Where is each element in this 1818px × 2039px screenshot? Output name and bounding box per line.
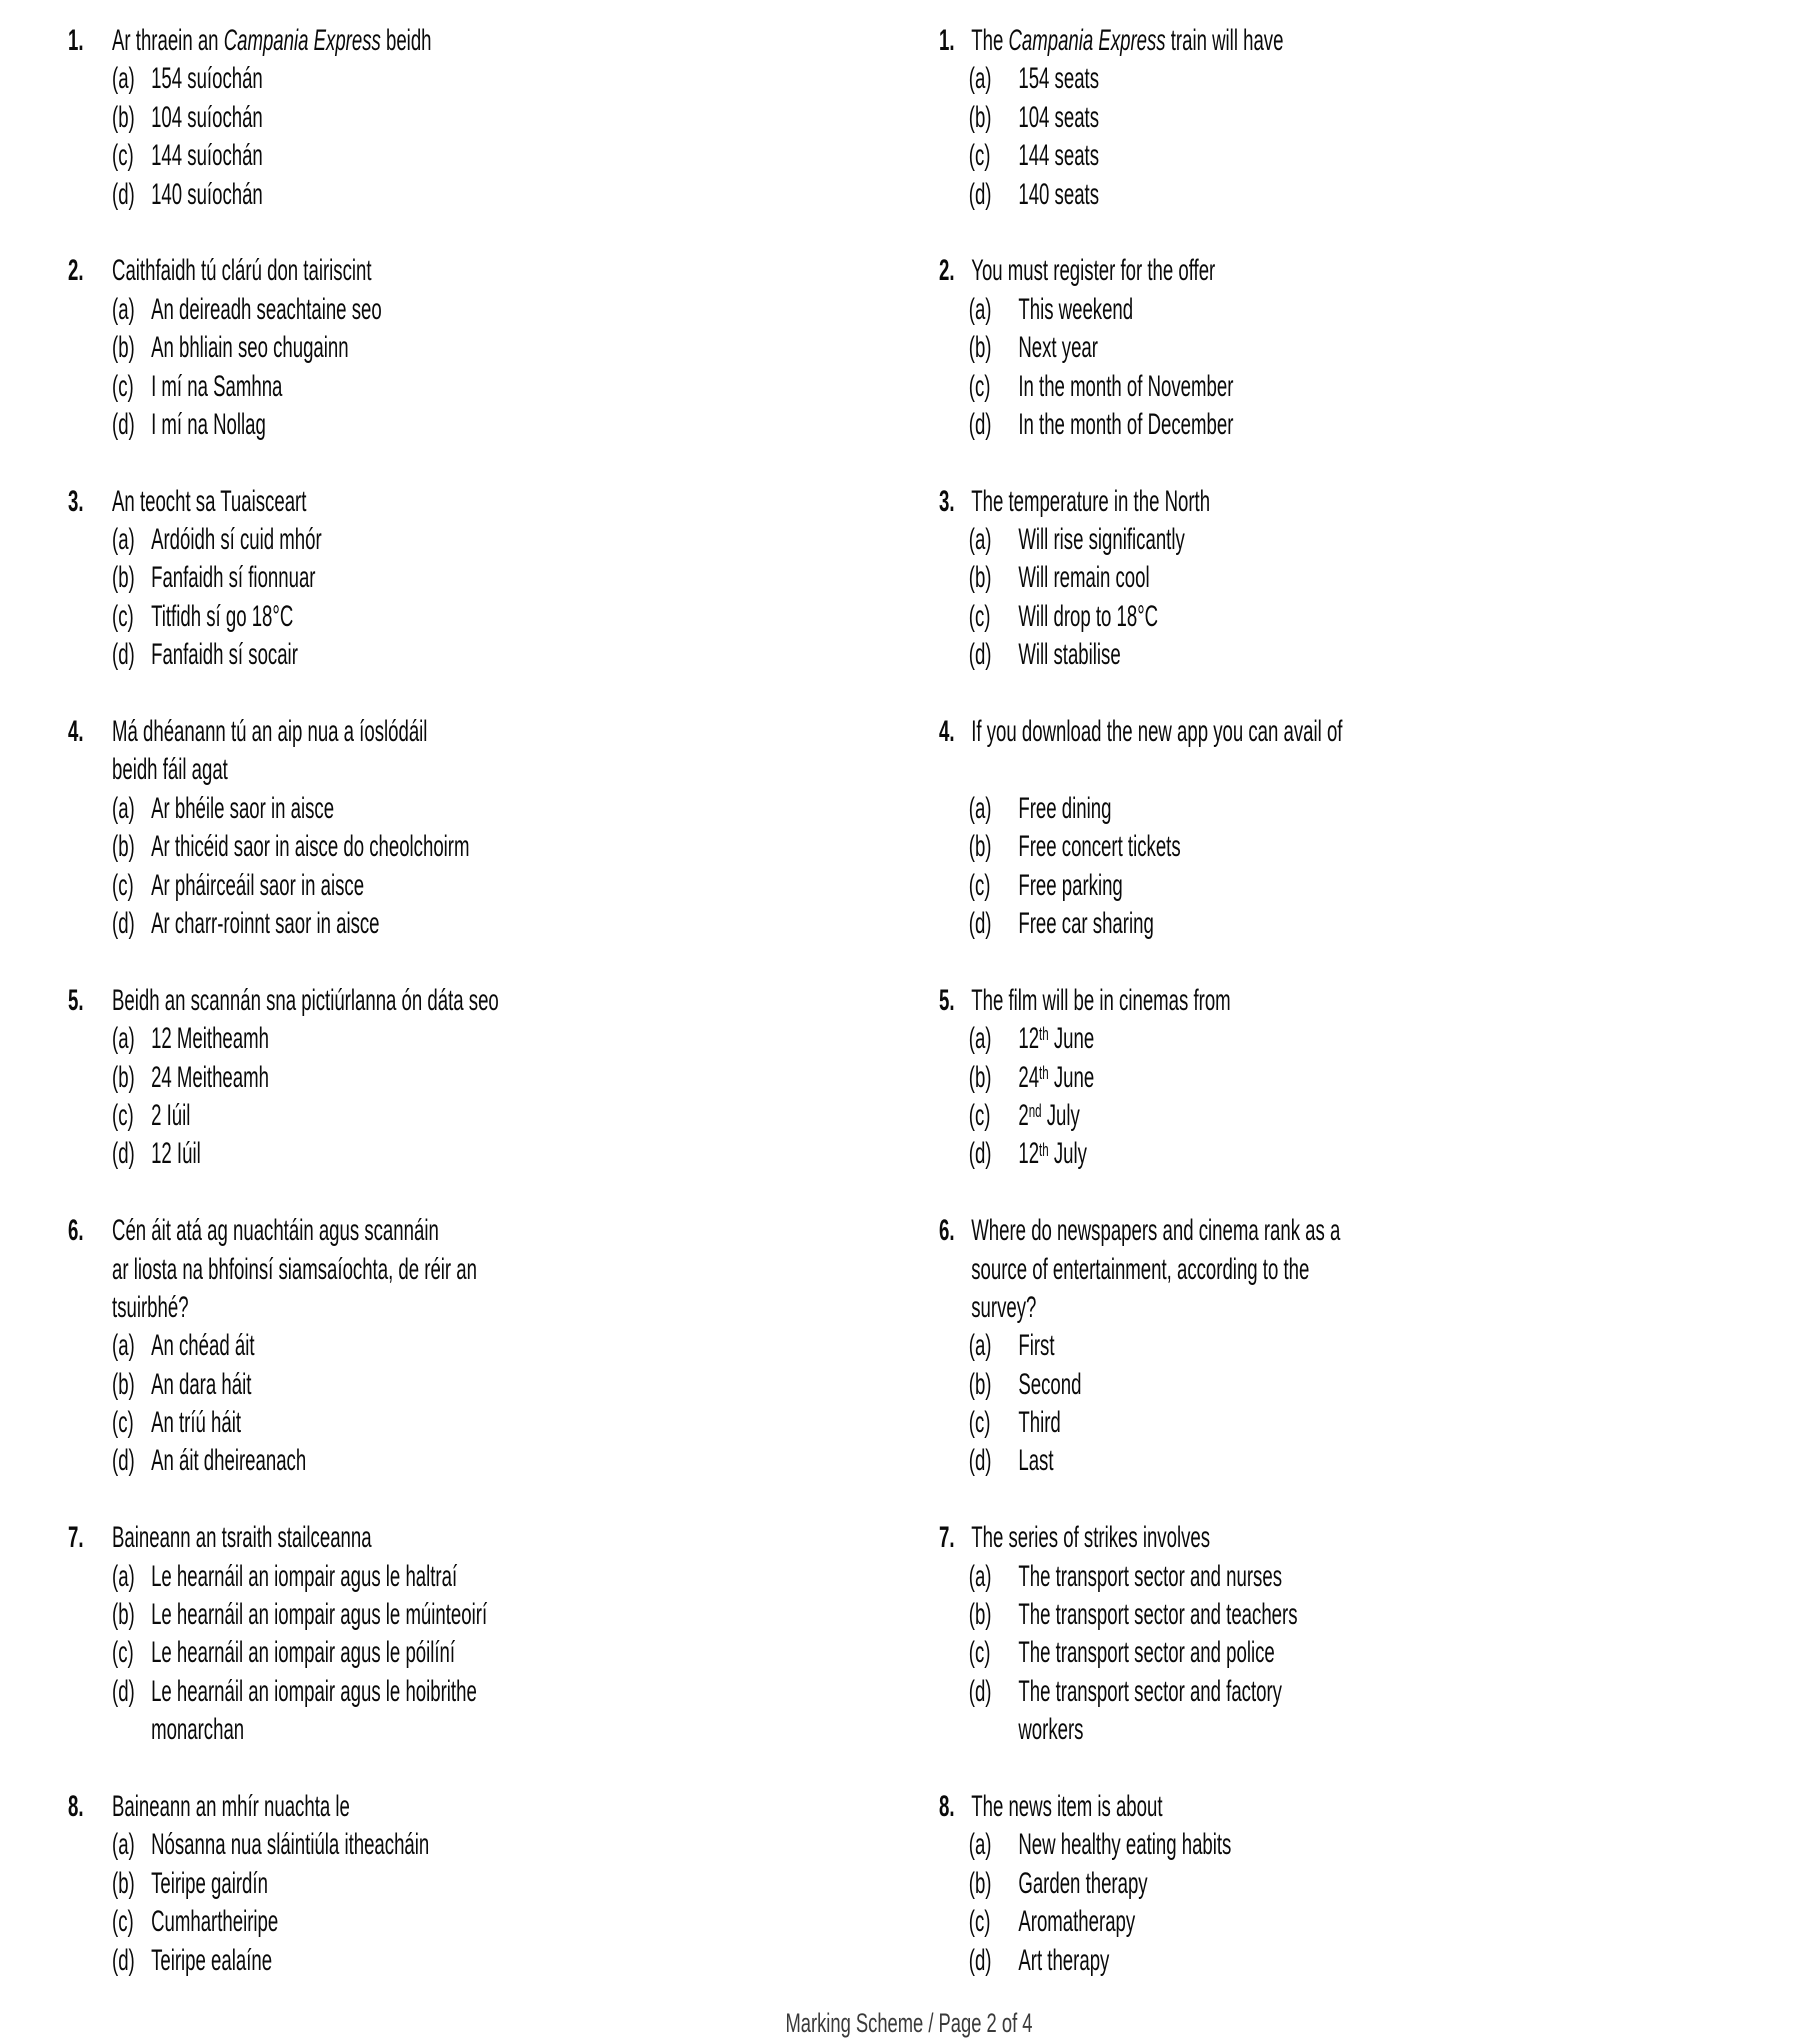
question-column-english <box>939 22 1342 2018</box>
question-head <box>68 22 499 60</box>
option-row <box>969 1942 1343 1980</box>
option-text: Garden therapy <box>1018 1866 1148 1900</box>
option-row <box>969 1020 1343 1058</box>
option-text: 24 Meitheamh <box>151 1060 269 1094</box>
option-letter: (a) <box>112 1828 135 1862</box>
option-text: An tríú háit <box>151 1406 242 1440</box>
question-number: 3. <box>939 484 955 518</box>
option-text: 140 suíochán <box>151 177 263 211</box>
option-row <box>112 905 499 943</box>
question-head <box>939 1788 1342 1826</box>
option-text: Le hearnáil an iompair agus le póilíní <box>151 1636 456 1670</box>
question-number: 6. <box>939 1214 955 1248</box>
question-text: Beidh an scannán sna pictiúrlanna ón dáta seo <box>112 983 499 1017</box>
question-block <box>68 22 499 214</box>
option-text: Titfidh sí go 18°C <box>151 599 294 633</box>
question-head <box>939 483 1342 521</box>
question-head <box>939 1212 1342 1250</box>
option-text: Ar thicéid saor in aisce do cheolchoirm <box>151 830 470 864</box>
superscript-text: th <box>1039 1138 1049 1160</box>
option-row <box>969 329 1343 367</box>
option-row <box>112 1865 499 1903</box>
option-letter: (d) <box>112 177 135 211</box>
option-text: Free parking <box>1018 868 1123 902</box>
option-letter: (a) <box>112 1559 135 1593</box>
option-letter: (d) <box>112 638 135 672</box>
option-text: 104 seats <box>1018 100 1100 134</box>
option-letter: (a) <box>112 292 135 326</box>
option-row <box>969 1442 1343 1480</box>
option-row <box>112 828 499 866</box>
option-letter: (a) <box>968 1022 992 1056</box>
option-text-line: workers <box>1018 1713 1084 1747</box>
question-head <box>68 713 499 751</box>
option-letter: (c) <box>968 139 991 173</box>
question-block <box>939 982 1342 1174</box>
question-text: You must register for the offer <box>971 254 1216 288</box>
question-text: An teocht sa Tuaisceart <box>112 484 307 518</box>
option-text: The transport sector and teachers <box>1018 1598 1298 1632</box>
question-number: 7. <box>939 1521 955 1555</box>
option-row <box>112 99 499 137</box>
option-row <box>969 1059 1343 1097</box>
option-letter: (d) <box>968 1137 992 1171</box>
option-letter: (c) <box>112 369 134 403</box>
option-row <box>969 1327 1343 1365</box>
option-row <box>112 329 499 367</box>
question-text: Caithfaidh tú clárú don tairiscint <box>112 254 372 288</box>
option-row <box>969 905 1343 943</box>
option-letter: (b) <box>112 561 135 595</box>
option-letter: (d) <box>968 1943 992 1977</box>
option-letter: (a) <box>112 523 135 557</box>
option-row <box>112 1059 499 1097</box>
option-text: 144 suíochán <box>151 139 263 173</box>
option-text: 12 Iúil <box>151 1137 201 1171</box>
question-text: Má dhéanann tú an aip nua a íoslódáil <box>112 715 428 749</box>
option-letter: (b) <box>968 331 992 365</box>
option-row <box>112 1020 499 1058</box>
question-head <box>68 483 499 521</box>
question-block <box>68 483 499 675</box>
option-row <box>969 291 1343 329</box>
option-text: Cumhartheiripe <box>151 1905 279 1939</box>
question-head <box>68 252 499 290</box>
option-text: 12 Meitheamh <box>151 1022 269 1056</box>
question-head <box>939 982 1342 1020</box>
option-letter: (b) <box>112 1367 135 1401</box>
option-text: In the month of December <box>1018 407 1234 441</box>
option-letter: (d) <box>968 407 992 441</box>
option-text: An deireadh seachtaine seo <box>151 292 382 326</box>
option-letter: (c) <box>968 369 991 403</box>
option-letter: (d) <box>968 177 992 211</box>
option-letter: (d) <box>112 906 135 940</box>
option-text: Next year <box>1018 331 1098 365</box>
option-row <box>969 368 1343 406</box>
option-row <box>969 99 1343 137</box>
question-block <box>68 1788 499 1980</box>
option-letter: (b) <box>112 100 135 134</box>
option-row <box>112 1558 499 1596</box>
option-text: Le hearnáil an iompair agus le hoibrithe <box>151 1674 477 1708</box>
option-row <box>112 1942 499 1980</box>
option-text: 12th July <box>1018 1137 1087 1171</box>
option-text-line: monarchan <box>151 1713 245 1747</box>
question-number: 5. <box>939 983 955 1017</box>
question-text: Baineann an tsraith stailceanna <box>112 1521 372 1555</box>
option-row <box>112 598 499 636</box>
option-text: 24th June <box>1018 1060 1095 1094</box>
question-number: 8. <box>939 1789 955 1823</box>
option-text: Free dining <box>1018 791 1112 825</box>
option-row <box>112 291 499 329</box>
question-block <box>939 22 1342 214</box>
question-number: 4. <box>68 715 84 749</box>
option-letter: (c) <box>112 1406 134 1440</box>
option-letter: (d) <box>112 1674 135 1708</box>
option-text: Second <box>1018 1367 1082 1401</box>
option-letter: (b) <box>968 1060 992 1094</box>
option-row <box>969 867 1343 905</box>
option-text: Free car sharing <box>1018 906 1154 940</box>
option-row <box>112 1903 499 1941</box>
question-head <box>939 1519 1342 1557</box>
option-text: 140 seats <box>1018 177 1100 211</box>
option-row <box>112 368 499 406</box>
option-letter: (c) <box>112 1098 134 1132</box>
italic-text: Campania Express <box>1008 24 1166 57</box>
option-letter: (a) <box>968 1329 992 1363</box>
question-text-line: survey? <box>971 1290 1037 1324</box>
option-letter: (c) <box>112 868 134 902</box>
option-text: Le hearnáil an iompair agus le múinteoirí <box>151 1598 488 1632</box>
question-number: 1. <box>68 24 84 57</box>
superscript-text: th <box>1039 1061 1049 1083</box>
option-row <box>969 1097 1343 1135</box>
option-text: Last <box>1018 1444 1054 1478</box>
question-block <box>68 982 499 1174</box>
question-number: 4. <box>939 715 955 749</box>
option-text: Art therapy <box>1018 1943 1110 1977</box>
option-text: The transport sector and nurses <box>1018 1559 1282 1593</box>
option-row <box>112 406 499 444</box>
question-number: 8. <box>68 1789 84 1823</box>
question-block <box>939 252 1342 444</box>
option-letter: (c) <box>112 1905 134 1939</box>
question-block <box>939 1519 1342 1749</box>
option-letter: (b) <box>112 1060 135 1094</box>
option-letter: (a) <box>968 292 992 326</box>
option-letter: (b) <box>968 1598 992 1632</box>
option-row <box>969 559 1343 597</box>
question-number: 3. <box>68 484 84 518</box>
option-letter: (d) <box>968 1674 992 1708</box>
option-text: 104 suíochán <box>151 100 263 134</box>
option-letter: (c) <box>968 599 991 633</box>
option-letter: (a) <box>112 791 135 825</box>
option-row <box>969 598 1343 636</box>
option-letter: (a) <box>112 62 135 96</box>
option-letter: (c) <box>968 1406 991 1440</box>
question-number: 2. <box>68 254 84 288</box>
option-row <box>969 60 1343 98</box>
option-text: Fanfaidh sí fionnuar <box>151 561 316 595</box>
option-text: 154 seats <box>1018 62 1100 96</box>
option-letter: (c) <box>112 139 134 173</box>
question-number: 1. <box>939 24 955 57</box>
question-text: Baineann an mhír nuachta le <box>112 1789 350 1823</box>
option-letter: (a) <box>968 62 992 96</box>
option-row <box>969 1903 1343 1941</box>
option-text: This weekend <box>1018 292 1134 326</box>
option-row <box>112 137 499 175</box>
option-letter: (a) <box>968 791 992 825</box>
option-letter: (c) <box>968 1905 991 1939</box>
option-row <box>112 1673 499 1711</box>
question-block <box>939 713 1342 943</box>
option-text: Le hearnáil an iompair agus le haltraí <box>151 1559 458 1593</box>
option-letter: (b) <box>968 561 992 595</box>
option-text: I mí na Samhna <box>151 369 283 403</box>
question-block <box>68 713 499 943</box>
option-row <box>112 1097 499 1135</box>
option-letter: (d) <box>112 1943 135 1977</box>
option-text: An dara háit <box>151 1367 252 1401</box>
option-letter: (a) <box>968 523 992 557</box>
question-number: 5. <box>68 983 84 1017</box>
option-row <box>112 867 499 905</box>
question-number: 7. <box>68 1521 84 1555</box>
question-head <box>68 1519 499 1557</box>
question-block <box>68 252 499 444</box>
question-block <box>939 1788 1342 1980</box>
option-row <box>969 790 1343 828</box>
option-letter: (b) <box>968 1866 992 1900</box>
option-text: Teiripe gairdín <box>151 1866 268 1900</box>
option-letter: (d) <box>968 638 992 672</box>
option-letter: (c) <box>112 599 134 633</box>
question-block <box>939 483 1342 675</box>
option-letter: (d) <box>968 1444 992 1478</box>
italic-text: Campania Express <box>223 24 381 57</box>
question-text-line: tsuirbhé? <box>112 1290 189 1324</box>
option-text: Teiripe ealaíne <box>151 1943 273 1977</box>
option-row <box>969 176 1343 214</box>
question-text: Where do newspapers and cinema rank as a <box>971 1214 1341 1248</box>
option-text: I mí na Nollag <box>151 407 266 441</box>
option-row <box>112 176 499 214</box>
option-row <box>969 521 1343 559</box>
question-text: The film will be in cinemas from <box>971 983 1231 1017</box>
option-text: 144 seats <box>1018 139 1100 173</box>
option-text: The transport sector and police <box>1018 1636 1275 1670</box>
option-row <box>112 559 499 597</box>
option-text: Fanfaidh sí socair <box>151 638 298 672</box>
option-letter: (a) <box>968 1828 992 1862</box>
option-text: An chéad áit <box>151 1329 255 1363</box>
superscript-text: th <box>1039 1023 1049 1045</box>
option-text: Ar pháirceáil saor in aisce <box>151 868 365 902</box>
option-row <box>112 1366 499 1404</box>
option-row <box>969 1558 1343 1596</box>
option-letter: (a) <box>112 1022 135 1056</box>
option-row <box>969 1596 1343 1634</box>
option-text: 12th June <box>1018 1022 1095 1056</box>
option-row <box>112 1404 499 1442</box>
option-row <box>969 1826 1343 1864</box>
option-text: An áit dheireanach <box>151 1444 307 1478</box>
option-row <box>969 406 1343 444</box>
question-block <box>68 1519 499 1749</box>
question-text: The news item is about <box>971 1789 1163 1823</box>
question-text: The temperature in the North <box>971 484 1211 518</box>
question-head <box>939 713 1342 751</box>
option-letter: (b) <box>112 1866 135 1900</box>
option-text: Ar charr-roinnt saor in aisce <box>151 906 380 940</box>
option-text: Nósanna nua sláintiúla itheacháin <box>151 1828 430 1862</box>
option-row <box>112 1442 499 1480</box>
option-row <box>969 1135 1343 1173</box>
question-text-line: ar liosta na bhfoinsí siamsaíochta, de réir an <box>112 1252 477 1286</box>
option-letter: (d) <box>112 1444 135 1478</box>
question-text: Cén áit atá ag nuachtáin agus scannáin <box>112 1214 439 1248</box>
question-head <box>68 1212 499 1250</box>
option-text: An bhliain seo chugainn <box>151 331 349 365</box>
blank-line <box>939 751 1342 789</box>
option-text: 154 suíochán <box>151 62 263 96</box>
option-text: Free concert tickets <box>1018 830 1181 864</box>
option-text: Will stabilise <box>1018 638 1121 672</box>
option-text: New healthy eating habits <box>1018 1828 1232 1862</box>
option-text: Third <box>1018 1406 1061 1440</box>
option-text: Will remain cool <box>1018 561 1150 595</box>
question-text-line: source of entertainment, according to the <box>971 1252 1310 1286</box>
option-row <box>112 1826 499 1864</box>
option-row <box>112 1596 499 1634</box>
option-text: Ardóidh sí cuid mhór <box>151 523 322 557</box>
option-text: In the month of November <box>1018 369 1234 403</box>
question-block <box>939 1212 1342 1481</box>
option-row <box>969 1865 1343 1903</box>
option-letter: (b) <box>112 331 135 365</box>
option-text: Will drop to 18°C <box>1018 599 1159 633</box>
option-row <box>969 636 1343 674</box>
question-head <box>939 22 1342 60</box>
option-row <box>969 137 1343 175</box>
option-row <box>112 1634 499 1672</box>
question-head <box>939 252 1342 290</box>
option-row <box>969 1404 1343 1442</box>
question-head <box>68 1788 499 1826</box>
option-text: The transport sector and factory <box>1018 1674 1282 1708</box>
option-row <box>969 1366 1343 1404</box>
option-letter: (b) <box>968 100 992 134</box>
option-letter: (c) <box>968 1636 991 1670</box>
option-letter: (d) <box>968 906 992 940</box>
option-letter: (b) <box>968 830 992 864</box>
option-row <box>969 828 1343 866</box>
option-row <box>112 521 499 559</box>
option-row <box>112 1327 499 1365</box>
question-text: The Campania Express train will have <box>971 24 1284 57</box>
option-text: First <box>1018 1329 1055 1363</box>
question-text: Ar thraein an Campania Express beidh <box>112 24 432 57</box>
option-text: Will rise significantly <box>1018 523 1185 557</box>
option-text: Aromatherapy <box>1018 1905 1136 1939</box>
option-text: 2nd July <box>1018 1098 1080 1132</box>
option-text: 2 Iúil <box>151 1098 191 1132</box>
option-letter: (b) <box>112 830 135 864</box>
question-text-line: beidh fáil agat <box>112 753 228 787</box>
question-text: If you download the new app you can avail of <box>971 715 1343 749</box>
option-letter: (b) <box>968 1367 992 1401</box>
option-row <box>969 1634 1343 1672</box>
question-number: 2. <box>939 254 955 288</box>
option-text: Ar bhéile saor in aisce <box>151 791 335 825</box>
option-letter: (c) <box>968 868 991 902</box>
option-row <box>969 1673 1343 1711</box>
option-letter: (d) <box>112 1137 135 1171</box>
option-letter: (a) <box>968 1559 992 1593</box>
superscript-text: nd <box>1028 1100 1042 1122</box>
question-text: The series of strikes involves <box>971 1521 1211 1555</box>
option-row <box>112 1135 499 1173</box>
option-row <box>112 60 499 98</box>
question-block <box>68 1212 499 1481</box>
option-letter: (a) <box>112 1329 135 1363</box>
option-letter: (c) <box>968 1098 991 1132</box>
option-letter: (d) <box>112 407 135 441</box>
option-letter: (c) <box>112 1636 134 1670</box>
question-head <box>68 982 499 1020</box>
question-column-irish <box>68 22 499 2018</box>
page-footer: Marking Scheme / Page 2 of 4 <box>785 2008 1033 2038</box>
option-row <box>112 636 499 674</box>
option-letter: (b) <box>112 1598 135 1632</box>
question-number: 6. <box>68 1214 84 1248</box>
option-row <box>112 790 499 828</box>
